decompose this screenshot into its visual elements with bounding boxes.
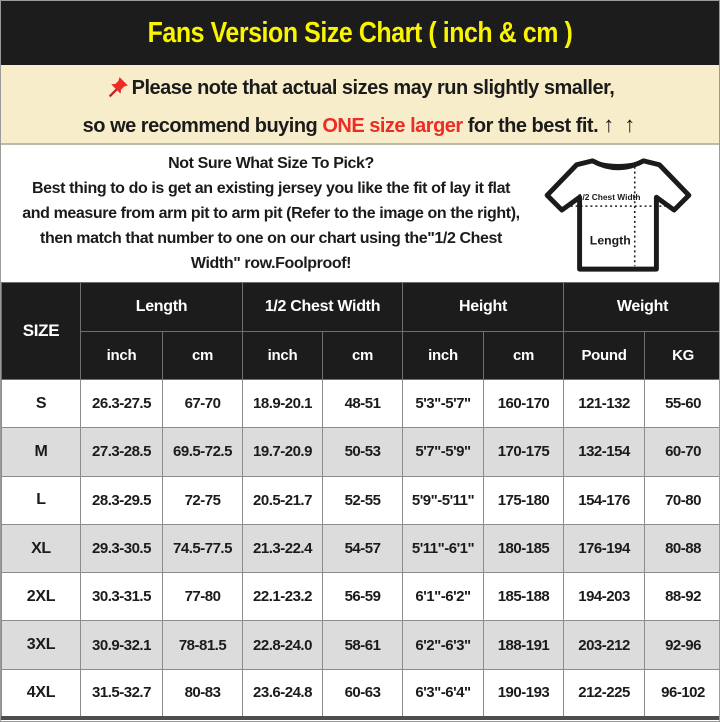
value-cell: 22.1-23.2 xyxy=(243,573,323,621)
value-cell: 19.7-20.9 xyxy=(243,428,323,476)
sub-header: cm xyxy=(484,332,564,380)
notice-line1 xyxy=(1,72,719,109)
value-cell: 6'2"-6'3" xyxy=(403,621,484,669)
value-cell: 203-212 xyxy=(564,621,645,669)
size-cell: M xyxy=(2,428,81,476)
value-cell: 70-80 xyxy=(645,476,720,524)
tshirt-diagram xyxy=(539,150,697,283)
value-cell: 48-51 xyxy=(323,380,403,428)
value-cell: 154-176 xyxy=(564,476,645,524)
value-cell: 78-81.5 xyxy=(163,621,243,669)
value-cell: 72-75 xyxy=(163,476,243,524)
value-cell: 194-203 xyxy=(564,573,645,621)
value-cell: 23.6-24.8 xyxy=(243,669,323,717)
chest-width-label: 1/2 Chest Width xyxy=(577,192,641,203)
value-cell: 26.3-27.5 xyxy=(81,380,163,428)
value-cell: 132-154 xyxy=(564,428,645,476)
sub-header: inch xyxy=(403,332,484,380)
value-cell: 55-60 xyxy=(645,380,720,428)
size-cell: 3XL xyxy=(2,621,81,669)
value-cell: 96-102 xyxy=(645,669,720,717)
value-cell: 92-96 xyxy=(645,621,720,669)
instructions-line: Best thing to do is get an existing jersey you like the fit of lay it flat xyxy=(31,180,511,197)
size-cell: S xyxy=(2,380,81,428)
value-cell: 58-61 xyxy=(323,621,403,669)
value-cell: 74.5-77.5 xyxy=(163,524,243,572)
instructions-section xyxy=(1,145,719,282)
length-label: Length xyxy=(589,233,631,248)
value-cell: 69.5-72.5 xyxy=(163,428,243,476)
tshirt-outline-icon xyxy=(547,161,689,269)
value-cell: 212-225 xyxy=(564,669,645,717)
sub-header: inch xyxy=(81,332,163,380)
table-row xyxy=(2,621,720,669)
notice-line2-prefix: so we recommend buying xyxy=(82,115,323,137)
sub-header: Pound xyxy=(564,332,645,380)
instructions-line: and measure from arm pit to arm pit (Refer to the image on the right), xyxy=(22,205,520,222)
value-cell: 121-132 xyxy=(564,380,645,428)
value-cell: 160-170 xyxy=(484,380,564,428)
value-cell: 77-80 xyxy=(163,573,243,621)
table-row xyxy=(2,524,720,572)
size-column-header: SIZE xyxy=(2,283,81,380)
value-cell: 180-185 xyxy=(484,524,564,572)
value-cell: 60-70 xyxy=(645,428,720,476)
value-cell: 52-55 xyxy=(323,476,403,524)
value-cell: 80-88 xyxy=(645,524,720,572)
chest-group-header: 1/2 Chest Width xyxy=(243,283,403,332)
value-cell: 20.5-21.7 xyxy=(243,476,323,524)
value-cell: 6'1"-6'2" xyxy=(403,573,484,621)
size-cell: 4XL xyxy=(2,669,81,717)
value-cell: 175-180 xyxy=(484,476,564,524)
sub-header: cm xyxy=(163,332,243,380)
value-cell: 80-83 xyxy=(163,669,243,717)
value-cell: 170-175 xyxy=(484,428,564,476)
notice-banner xyxy=(1,65,719,145)
value-cell: 22.8-24.0 xyxy=(243,621,323,669)
value-cell: 5'7"-5'9" xyxy=(403,428,484,476)
value-cell: 88-92 xyxy=(645,573,720,621)
table-row xyxy=(2,476,720,524)
size-cell: XL xyxy=(2,524,81,572)
length-group-header: Length xyxy=(81,283,243,332)
value-cell: 5'9"-5'11" xyxy=(403,476,484,524)
value-cell: 31.5-32.7 xyxy=(81,669,163,717)
value-cell: 29.3-30.5 xyxy=(81,524,163,572)
weight-group-header: Weight xyxy=(564,283,720,332)
instructions-text xyxy=(1,151,541,276)
value-cell: 190-193 xyxy=(484,669,564,717)
sub-header: inch xyxy=(243,332,323,380)
value-cell: 67-70 xyxy=(163,380,243,428)
value-cell: 185-188 xyxy=(484,573,564,621)
size-cell: 2XL xyxy=(2,573,81,621)
value-cell: 6'3"-6'4" xyxy=(403,669,484,717)
instructions-line: then match that number to one on our chart using the"1/2 Chest xyxy=(40,230,502,247)
instructions-heading: Not Sure What Size To Pick? xyxy=(168,155,374,172)
value-cell: 5'3"-5'7" xyxy=(403,380,484,428)
table-row xyxy=(2,573,720,621)
value-cell: 60-63 xyxy=(323,669,403,717)
value-cell: 50-53 xyxy=(323,428,403,476)
notice-line1-text: Please note that actual sizes may run slightly smaller, xyxy=(131,77,615,99)
notice-highlight: ONE size larger xyxy=(322,115,463,137)
pushpin-icon xyxy=(106,74,131,109)
table-row xyxy=(2,669,720,717)
value-cell: 54-57 xyxy=(323,524,403,572)
value-cell: 30.9-32.1 xyxy=(81,621,163,669)
title-bar xyxy=(1,1,719,65)
value-cell: 27.3-28.5 xyxy=(81,428,163,476)
notice-line2-suffix: for the best fit. xyxy=(462,115,604,137)
value-cell: 188-191 xyxy=(484,621,564,669)
table-row xyxy=(2,380,720,428)
size-chart-table xyxy=(1,282,720,720)
value-cell: 28.3-29.5 xyxy=(81,476,163,524)
table-row xyxy=(2,428,720,476)
table-sub-header-row xyxy=(2,332,720,380)
value-cell: 56-59 xyxy=(323,573,403,621)
value-cell: 5'11"-6'1" xyxy=(403,524,484,572)
table-group-header-row xyxy=(2,283,720,332)
sub-header: KG xyxy=(645,332,720,380)
page-title: Fans Version Size Chart ( inch & cm ) xyxy=(147,16,573,49)
size-cell: L xyxy=(2,476,81,524)
value-cell: 18.9-20.1 xyxy=(243,380,323,428)
value-cell: 21.3-22.4 xyxy=(243,524,323,572)
instructions-line: Width" row.Foolproof! xyxy=(190,255,352,272)
notice-line2 xyxy=(1,109,719,142)
value-cell: 30.3-31.5 xyxy=(81,573,163,621)
value-cell: 176-194 xyxy=(564,524,645,572)
up-arrows: ↑ ↑ xyxy=(603,112,638,137)
sub-header: cm xyxy=(323,332,403,380)
height-group-header: Height xyxy=(403,283,564,332)
